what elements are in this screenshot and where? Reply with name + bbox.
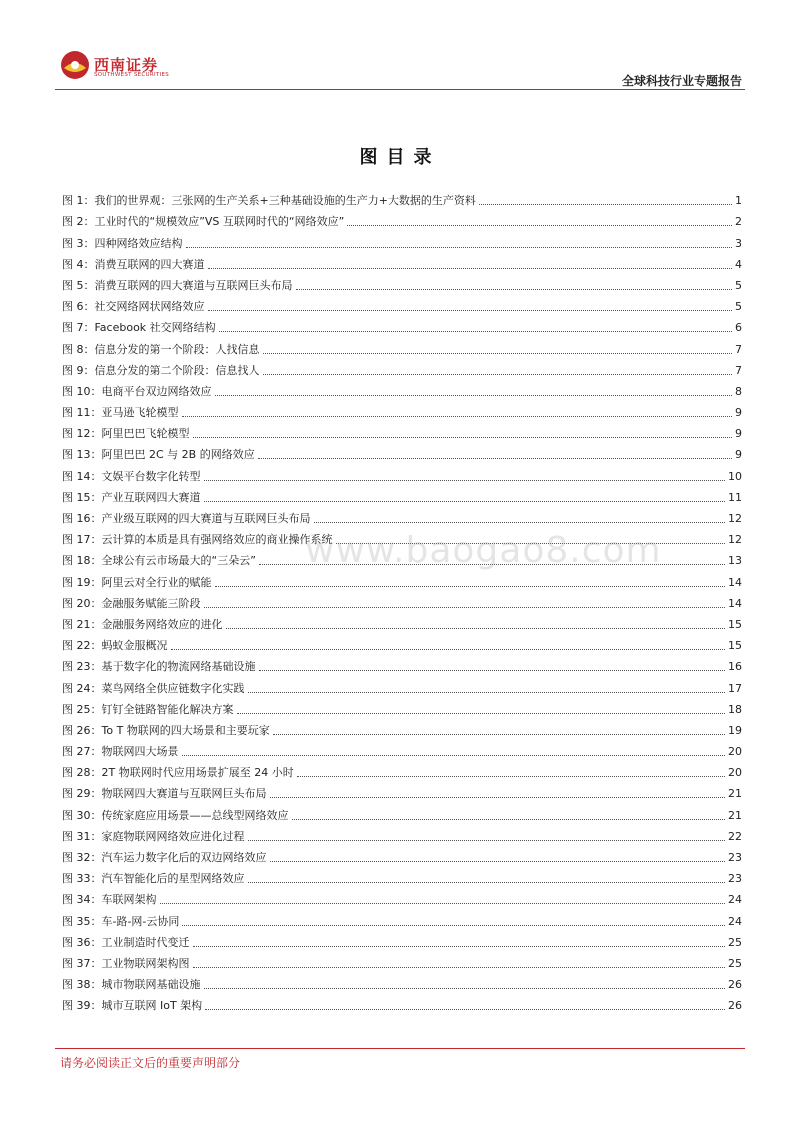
toc-entry-page[interactable]: 21 <box>728 787 742 801</box>
toc-entry-label[interactable]: 图 39：城市互联网 IoT 架构 <box>62 999 203 1013</box>
toc-entry-label[interactable]: 图 34：车联网架构 <box>62 893 157 907</box>
toc-dot-leader <box>204 607 726 608</box>
toc-entry-label[interactable]: 图 7：Facebook 社交网络结构 <box>62 321 216 335</box>
toc-entry[interactable] <box>62 378 742 399</box>
toc-entry-page[interactable]: 23 <box>728 851 742 864</box>
toc-dot-leader <box>248 692 726 693</box>
toc-dot-leader <box>215 395 733 396</box>
toc-entry-page[interactable]: 14 <box>728 575 742 589</box>
toc-entry-label[interactable]: 图 30：传统家庭应用场景——总线型网络效应 <box>62 808 289 822</box>
toc-entry[interactable] <box>62 992 742 1013</box>
toc-entry-page[interactable]: 5 <box>735 300 742 314</box>
toc-dot-leader <box>248 840 726 841</box>
toc-entry-label[interactable]: 图 5：消费互联网的四大赛道与互联网巨头布局 <box>62 278 293 292</box>
toc-entry-label[interactable]: 图 9：信息分发的第二个阶段：信息找人 <box>62 363 260 377</box>
toc-entry-label[interactable]: 图 6：社交网络网状网络效应 <box>62 300 205 314</box>
toc-entry[interactable] <box>62 717 742 738</box>
toc-entry[interactable] <box>62 505 742 526</box>
toc-entry-page[interactable]: 17 <box>728 681 742 695</box>
toc-entry-page[interactable]: 9 <box>735 406 742 420</box>
toc-entry[interactable] <box>62 653 742 674</box>
toc-entry[interactable] <box>62 357 742 378</box>
toc-entry-page[interactable]: 3 <box>735 236 742 250</box>
toc-dot-leader <box>314 522 726 523</box>
toc-entry[interactable] <box>62 801 742 822</box>
toc-entry-page[interactable]: 7 <box>735 342 742 356</box>
toc-dot-leader <box>208 268 733 269</box>
toc-entry-label[interactable]: 图 37：工业物联网架构图 <box>62 956 190 970</box>
toc-entry-page[interactable]: 1 <box>735 194 742 208</box>
toc-entry[interactable] <box>62 950 742 971</box>
toc-dot-leader <box>204 480 726 481</box>
toc-dot-leader <box>347 225 732 226</box>
brand-name-cn: 西南证券 <box>94 56 159 74</box>
toc-entry[interactable] <box>62 568 742 589</box>
toc-dot-leader <box>215 586 726 587</box>
toc-entry[interactable] <box>62 886 742 907</box>
toc-entry-page[interactable]: 18 <box>728 702 742 716</box>
toc-entry-page[interactable]: 26 <box>728 978 742 992</box>
toc-entry-page[interactable]: 13 <box>728 554 742 568</box>
toc-dot-leader <box>297 776 725 777</box>
toc-entry-label[interactable]: 图 31：家庭物联网网络效应进化过程 <box>62 829 245 843</box>
toc-entry-page[interactable]: 25 <box>728 935 742 949</box>
page-title: 图目录 <box>359 147 441 168</box>
toc-entry[interactable] <box>62 272 742 293</box>
toc-entry[interactable] <box>62 441 742 462</box>
toc-dot-leader <box>270 797 726 798</box>
toc-dot-leader <box>171 649 726 650</box>
toc-entry-page[interactable]: 2 <box>735 215 742 229</box>
toc-entry[interactable] <box>62 420 742 441</box>
toc-entry[interactable] <box>62 399 742 420</box>
toc-entry-page[interactable]: 24 <box>728 893 742 907</box>
toc-dot-leader <box>182 416 733 417</box>
toc-entry-label[interactable]: 图 26：To T 物联网的四大场景和主要玩家 <box>62 723 270 737</box>
toc-entry-label[interactable]: 图 28：2T 物联网时代应用场景扩展至 24 小时 <box>62 766 294 780</box>
header-divider <box>55 89 745 90</box>
toc-entry-label[interactable]: 图 2：工业时代的“规模效应”VS 互联网时代的“网络效应” <box>62 215 345 229</box>
toc-entry[interactable] <box>62 590 742 611</box>
toc-entry-page[interactable]: 15 <box>728 617 742 631</box>
report-type: 全球科技行业专题报告 <box>621 74 742 88</box>
toc-entry-page[interactable]: 23 <box>728 872 742 886</box>
toc-entry-label[interactable]: 图 15：产业互联网四大赛道 <box>62 490 201 504</box>
toc-dot-leader <box>182 925 725 926</box>
toc-dot-leader <box>182 755 726 756</box>
page-header <box>0 0 800 95</box>
toc-entry-label[interactable]: 图 32：汽车运力数字化后的双边网络效应 <box>62 851 267 864</box>
toc-dot-leader <box>205 1009 725 1010</box>
toc-entry-label[interactable]: 图 17：云计算的本质是具有强网络效应的商业操作系统 <box>62 533 333 547</box>
toc-entry-label[interactable]: 图 21：金融服务网络效应的进化 <box>62 617 223 631</box>
toc-entry-page[interactable]: 4 <box>735 257 742 271</box>
toc-dot-leader <box>226 628 726 629</box>
footer-disclaimer: 请务必阅读正文后的重要声明部分 <box>60 1056 241 1070</box>
toc-entry[interactable] <box>62 674 742 695</box>
toc-dot-leader <box>186 247 733 248</box>
toc-entry-page[interactable]: 6 <box>735 321 742 335</box>
toc-entry-page[interactable]: 12 <box>728 512 742 525</box>
toc-entry-page[interactable]: 12 <box>728 533 742 547</box>
toc-entry-page[interactable]: 15 <box>728 639 742 653</box>
toc-entry[interactable] <box>62 187 742 208</box>
toc-dot-leader <box>208 310 733 311</box>
toc-entry-page[interactable]: 10 <box>728 469 742 483</box>
toc-entry-label[interactable]: 图 25：钉钉全链路智能化解决方案 <box>62 702 234 716</box>
toc-entry-label[interactable]: 图 27：物联网四大场景 <box>62 745 179 759</box>
toc-entry-page[interactable]: 20 <box>728 766 742 780</box>
toc-entry-label[interactable]: 图 38：城市物联网基础设施 <box>62 978 201 992</box>
toc-entry-page[interactable]: 8 <box>735 384 742 398</box>
toc-entry-label[interactable]: 图 20：金融服务赋能三阶段 <box>62 596 201 610</box>
toc-entry-page[interactable]: 14 <box>728 596 742 610</box>
toc-entry-page[interactable]: 19 <box>728 723 742 737</box>
toc-entry-label[interactable]: 图 14：文娱平台数字化转型 <box>62 469 201 483</box>
toc-dot-leader <box>248 882 726 883</box>
toc-entry[interactable] <box>62 251 742 272</box>
toc-entry[interactable] <box>62 462 742 483</box>
toc-entry[interactable] <box>62 335 742 356</box>
toc-entry-label[interactable]: 图 4：消费互联网的四大赛道 <box>62 257 205 271</box>
toc-entry-label[interactable]: 图 18：全球公有云市场最大的“三朵云” <box>62 554 256 568</box>
toc-entry-page[interactable]: 9 <box>735 427 742 441</box>
toc-dot-leader <box>479 204 732 205</box>
table-of-figures <box>62 187 742 1013</box>
toc-dot-leader <box>219 331 732 332</box>
toc-entry[interactable] <box>62 907 742 928</box>
toc-entry[interactable] <box>62 314 742 335</box>
toc-entry-page[interactable]: 20 <box>728 745 742 759</box>
toc-entry-label[interactable]: 图 35：车-路-网-云协同 <box>62 914 180 928</box>
toc-dot-leader <box>296 289 733 290</box>
toc-dot-leader <box>204 988 726 989</box>
toc-entry-label[interactable]: 图 13：阿里巴巴 2C 与 2B 的网络效应 <box>62 448 255 462</box>
toc-entry[interactable] <box>62 738 742 759</box>
toc-dot-leader <box>204 501 726 502</box>
footer-divider <box>55 1048 745 1049</box>
toc-dot-leader <box>193 437 733 438</box>
toc-entry-label[interactable]: 图 11：亚马逊飞轮模型 <box>62 406 179 420</box>
toc-dot-leader <box>193 946 726 947</box>
toc-entry-label[interactable]: 图 22：蚂蚁金服概况 <box>62 639 168 653</box>
toc-dot-leader <box>237 713 726 714</box>
toc-entry-label[interactable]: 图 19：阿里云对全行业的赋能 <box>62 575 212 589</box>
logo-mark-icon <box>60 50 90 80</box>
toc-entry[interactable] <box>62 780 742 801</box>
toc-entry-label[interactable]: 图 1：我们的世界观：三张网的生产关系+三种基础设施的生产力+大数据的生产资料 <box>62 194 476 208</box>
toc-entry-page[interactable]: 9 <box>735 448 742 462</box>
toc-entry[interactable] <box>62 844 742 865</box>
toc-entry-label[interactable]: 图 29：物联网四大赛道与互联网巨头布局 <box>62 787 267 801</box>
toc-entry-page[interactable]: 7 <box>735 363 742 377</box>
toc-entry[interactable] <box>62 293 742 314</box>
toc-entry-page[interactable]: 26 <box>728 999 742 1013</box>
toc-dot-leader <box>273 734 725 735</box>
toc-entry[interactable] <box>62 823 742 844</box>
toc-entry[interactable] <box>62 208 742 229</box>
toc-entry[interactable] <box>62 611 742 632</box>
watermark: www.baogao8.com <box>305 530 662 571</box>
toc-dot-leader <box>292 819 726 820</box>
toc-dot-leader <box>263 374 733 375</box>
toc-entry-page[interactable]: 25 <box>728 956 742 970</box>
toc-entry-page[interactable]: 21 <box>728 808 742 822</box>
company-logo <box>60 50 220 86</box>
toc-entry[interactable] <box>62 229 742 250</box>
toc-entry-page[interactable]: 5 <box>735 278 742 292</box>
toc-entry-label[interactable]: 图 23：基于数字化的物流网络基础设施 <box>62 660 256 674</box>
toc-dot-leader <box>160 903 726 904</box>
toc-entry[interactable] <box>62 696 742 717</box>
toc-dot-leader <box>263 353 733 354</box>
toc-entry-label[interactable]: 图 10：电商平台双边网络效应 <box>62 384 212 398</box>
toc-entry[interactable] <box>62 484 742 505</box>
toc-entry-page[interactable]: 16 <box>728 660 742 674</box>
toc-entry[interactable] <box>62 929 742 950</box>
toc-entry-label[interactable]: 图 16：产业级互联网的四大赛道与互联网巨头布局 <box>62 512 311 525</box>
toc-entry-page[interactable]: 24 <box>728 914 742 928</box>
toc-dot-leader <box>259 670 726 671</box>
toc-entry-page[interactable]: 22 <box>728 829 742 843</box>
brand-name-en: SOUTHWEST SECURITIES <box>94 72 170 78</box>
toc-entry[interactable] <box>62 632 742 653</box>
toc-dot-leader <box>193 967 726 968</box>
toc-entry[interactable] <box>62 865 742 886</box>
toc-entry[interactable] <box>62 759 742 780</box>
toc-dot-leader <box>270 861 726 862</box>
toc-entry-label[interactable]: 图 24：菜鸟网络全供应链数字化实践 <box>62 681 245 695</box>
toc-entry-label[interactable]: 图 36：工业制造时代变迁 <box>62 935 190 949</box>
toc-dot-leader <box>258 458 732 459</box>
toc-entry-page[interactable]: 11 <box>728 490 742 504</box>
toc-entry-label[interactable]: 图 33：汽车智能化后的星型网络效应 <box>62 872 245 886</box>
toc-entry[interactable] <box>62 971 742 992</box>
toc-entry-label[interactable]: 图 8：信息分发的第一个阶段：人找信息 <box>62 342 260 356</box>
toc-entry-label[interactable]: 图 12：阿里巴巴飞轮模型 <box>62 427 190 441</box>
toc-entry-label[interactable]: 图 3：四种网络效应结构 <box>62 236 183 250</box>
